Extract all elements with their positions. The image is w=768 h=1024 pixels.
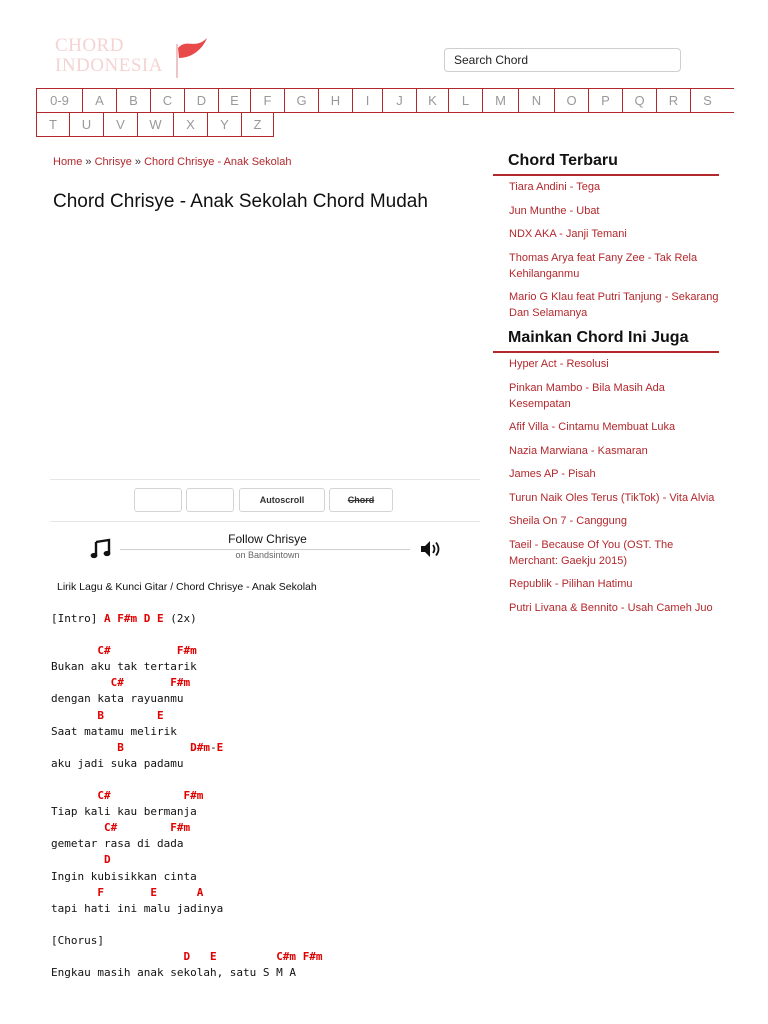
alphabet-link-a[interactable]: A — [82, 89, 116, 113]
alphabet-row — [36, 113, 274, 137]
sheet-text: [Chorus] — [51, 933, 104, 947]
sheet-text — [111, 789, 184, 802]
search-input[interactable] — [444, 48, 681, 72]
sheet-text — [137, 612, 144, 625]
sidebar-heading-chord-terbaru: Chord Terbaru — [493, 152, 719, 176]
alphabet-link-q[interactable]: Q — [622, 89, 656, 113]
sheet-text — [51, 676, 111, 689]
chord-line — [51, 885, 481, 901]
divider — [50, 521, 480, 522]
lyric-line — [51, 933, 481, 949]
sheet-text: dengan kata rayuanmu — [51, 692, 184, 706]
chord-label[interactable]: A — [196, 885, 204, 899]
chord-label[interactable]: C# — [110, 676, 124, 690]
sheet-text — [124, 676, 170, 689]
chord-label[interactable]: B — [117, 740, 124, 754]
lyric-line — [51, 724, 481, 740]
alphabet-link-o[interactable]: O — [554, 89, 588, 113]
chord-line — [51, 708, 481, 724]
sidebar-song-link[interactable]: Thomas Arya feat Fany Zee - Tak Rela Kehilanganmu — [509, 251, 698, 280]
alphabet-link-p[interactable]: P — [588, 89, 622, 113]
alphabet-link-g[interactable]: G — [284, 89, 318, 113]
alphabet-link-c[interactable]: C — [150, 89, 184, 113]
alphabet-link-s[interactable]: S — [690, 89, 724, 113]
sidebar-song-link[interactable]: Republik - Pilihan Hatimu — [509, 578, 633, 590]
alphabet-link-d[interactable]: D — [184, 89, 218, 113]
sheet-text — [51, 886, 97, 899]
alphabet-link-j[interactable]: J — [382, 89, 416, 113]
sheet-text — [51, 709, 97, 722]
divider — [50, 479, 480, 480]
alphabet-row — [36, 89, 734, 113]
sheet-text — [51, 789, 97, 802]
lyric-line — [51, 965, 481, 981]
chord-label[interactable]: D — [143, 612, 151, 625]
chord-line — [51, 675, 481, 691]
speaker-icon[interactable] — [420, 540, 444, 558]
transpose-up-button[interactable] — [186, 488, 234, 512]
chord-label[interactable]: F#m — [170, 676, 191, 690]
sidebar-song-link[interactable]: Putri Livana & Bennito - Usah Cameh Juo — [509, 601, 713, 614]
follow-title[interactable]: Follow Chrisye — [228, 532, 307, 546]
chord-label[interactable]: D#m — [190, 740, 210, 754]
autoscroll-button[interactable]: Autoscroll — [239, 488, 325, 512]
sheet-text — [51, 644, 97, 657]
chord-line — [51, 788, 481, 804]
lyrics-heading: Lirik Lagu & Kunci Gitar / Chord Chrisye - Anak Sekolah — [57, 581, 317, 593]
sheet-text: Tiap kali kau bermanja — [51, 805, 197, 819]
sidebar-song-link[interactable]: Turun Naik Oles Terus (TikTok) - Vita Alvia — [509, 491, 715, 504]
chord-label[interactable]: E — [156, 708, 164, 722]
sidebar-song-link[interactable]: Afif Villa - Cintamu Membuat Luka — [509, 421, 676, 433]
lyric-line — [51, 756, 481, 772]
sidebar-song-link[interactable]: Pinkan Mambo - Bila Masih Ada Kesempatan — [509, 381, 665, 410]
alphabet-link-w[interactable]: W — [137, 113, 173, 137]
sheet-text: Engkau masih anak sekolah, satu S M A — [51, 966, 297, 980]
chord-line — [51, 820, 481, 836]
sidebar-song-link[interactable]: Sheila On 7 - Canggung — [509, 515, 628, 527]
chord-label[interactable]: E — [216, 740, 224, 754]
chord-line — [51, 643, 481, 659]
sheet-text — [51, 853, 104, 866]
sidebar-song-link[interactable]: Jun Munthe - Ubat — [509, 204, 600, 217]
sidebar-song-link[interactable]: NDX AKA - Janji Temani — [509, 228, 627, 240]
mainkan-chord-list — [509, 356, 719, 623]
alphabet-link-n[interactable]: N — [518, 89, 554, 113]
chord-label[interactable]: E — [156, 612, 164, 625]
sheet-text — [117, 821, 170, 834]
breadcrumb-current[interactable]: Chord Chrisye - Anak Sekolah — [144, 156, 292, 168]
alphabet-link-k[interactable]: K — [416, 89, 448, 113]
chord-label[interactable]: D — [183, 949, 191, 963]
alphabet-link-t[interactable]: T — [36, 113, 69, 137]
sheet-text — [296, 950, 303, 963]
blank-line — [51, 627, 481, 643]
sheet-text — [124, 741, 190, 754]
sidebar-song-link[interactable]: Hyper Act - Resolusi — [509, 358, 609, 370]
blank-line — [51, 772, 481, 788]
sheet-text: [Intro] — [51, 612, 104, 625]
chord-label[interactable]: C#m — [276, 949, 297, 963]
blank-line — [51, 917, 481, 933]
lyric-line — [51, 691, 481, 707]
alphabet-link-x[interactable]: X — [173, 113, 207, 137]
alphabet-link-b[interactable]: B — [116, 89, 150, 113]
chord-sheet — [51, 611, 481, 981]
sheet-text — [51, 821, 104, 834]
sheet-text — [51, 741, 117, 754]
alphabet-link-r[interactable]: R — [656, 89, 690, 113]
sheet-text — [157, 886, 197, 899]
chord-label[interactable]: E — [150, 885, 157, 899]
breadcrumb-separator: » — [131, 156, 145, 168]
breadcrumb-artist[interactable]: Chrisye — [94, 156, 132, 168]
alphabet-link-v[interactable]: V — [103, 113, 137, 137]
sidebar-song-link[interactable]: James AP - Pisah — [509, 468, 596, 480]
breadcrumb — [53, 156, 291, 168]
alphabet-link-h[interactable]: H — [318, 89, 352, 113]
chord-label[interactable]: A — [103, 612, 111, 625]
logo-text: CHORD INDONESIA — [55, 35, 163, 76]
sheet-text — [217, 950, 277, 963]
sheet-text: aku jadi suka padamu — [51, 756, 184, 770]
alphabet-nav — [36, 88, 734, 137]
sidebar-song-link[interactable]: Tiara Andini - Tega — [509, 181, 601, 193]
chord-line — [51, 611, 481, 627]
alphabet-link-e[interactable]: E — [218, 89, 250, 113]
sheet-text: tapi hati ini malu jadinya — [51, 901, 224, 915]
chord-label[interactable]: C# — [103, 821, 118, 835]
chord-toggle-button[interactable]: Chord — [329, 488, 393, 512]
sheet-text — [51, 950, 183, 963]
sheet-text: Ingin kubisikkan cinta — [51, 869, 197, 883]
lyric-line — [51, 836, 481, 852]
sheet-text — [190, 950, 210, 963]
lyric-line — [51, 869, 481, 885]
sheet-text — [150, 612, 157, 625]
follow-subtitle: on Bandsintown — [235, 550, 300, 560]
chord-line — [51, 949, 481, 965]
lyric-line — [51, 659, 481, 675]
chord-label[interactable]: F#m — [183, 789, 204, 803]
sheet-text: Bukan aku tak tertarik — [51, 660, 197, 674]
chord-label[interactable]: F#m — [117, 612, 138, 625]
chord-label[interactable]: F#m — [176, 644, 197, 658]
lyric-line — [51, 804, 481, 820]
chord-label[interactable]: F#m — [302, 949, 323, 963]
alphabet-link-z[interactable]: Z — [241, 113, 274, 137]
alphabet-link-0-9[interactable]: 0-9 — [36, 89, 82, 113]
sidebar-song-link[interactable]: Nazia Marwiana - Kasmaran — [509, 444, 648, 457]
chord-label[interactable]: B — [97, 708, 104, 722]
chord-label[interactable]: C# — [97, 644, 111, 658]
chord-label[interactable]: F#m — [170, 821, 191, 835]
flag-icon — [173, 36, 209, 80]
sidebar-song-link[interactable]: Mario G Klau feat Putri Tanjung - Sekarang Dan Selamanya — [509, 291, 719, 319]
sidebar-heading-mainkan: Mainkan Chord Ini Juga — [493, 329, 719, 353]
sidebar-song-link[interactable]: Taeil - Because Of You (OST. The Merchant: Gaekju 2015) — [509, 538, 674, 567]
chord-label[interactable]: E — [209, 949, 217, 963]
sheet-text: gemetar rasa di dada — [51, 837, 184, 851]
alphabet-link-m[interactable]: M — [482, 89, 518, 113]
lyric-line — [51, 901, 481, 917]
sheet-text: - — [209, 740, 217, 754]
chord-line — [51, 852, 481, 868]
sheet-text — [104, 709, 157, 722]
chord-label[interactable]: D — [103, 853, 111, 867]
chord-line — [51, 740, 481, 756]
sheet-text: Saat matamu melirik — [51, 724, 177, 738]
sheet-text — [111, 644, 177, 657]
breadcrumb-home[interactable]: Home — [53, 156, 83, 168]
sheet-text — [104, 886, 150, 899]
alphabet-link-y[interactable]: Y — [207, 113, 241, 137]
alphabet-link-u[interactable]: U — [69, 113, 103, 137]
chord-terbaru-list — [509, 179, 719, 329]
breadcrumb-separator: » — [82, 156, 95, 168]
transpose-down-button[interactable] — [134, 488, 182, 512]
sheet-text: (2x) — [163, 612, 197, 625]
chord-label[interactable]: F — [97, 885, 104, 899]
alphabet-link-f[interactable]: F — [250, 89, 284, 113]
chord-label[interactable]: C# — [97, 789, 111, 803]
site-logo[interactable] — [55, 36, 215, 82]
alphabet-link-i[interactable]: I — [352, 89, 382, 113]
page-title: Chord Chrisye - Anak Sekolah Chord Mudah — [53, 191, 428, 212]
follow-widget[interactable] — [90, 530, 445, 566]
alphabet-link-l[interactable]: L — [448, 89, 482, 113]
